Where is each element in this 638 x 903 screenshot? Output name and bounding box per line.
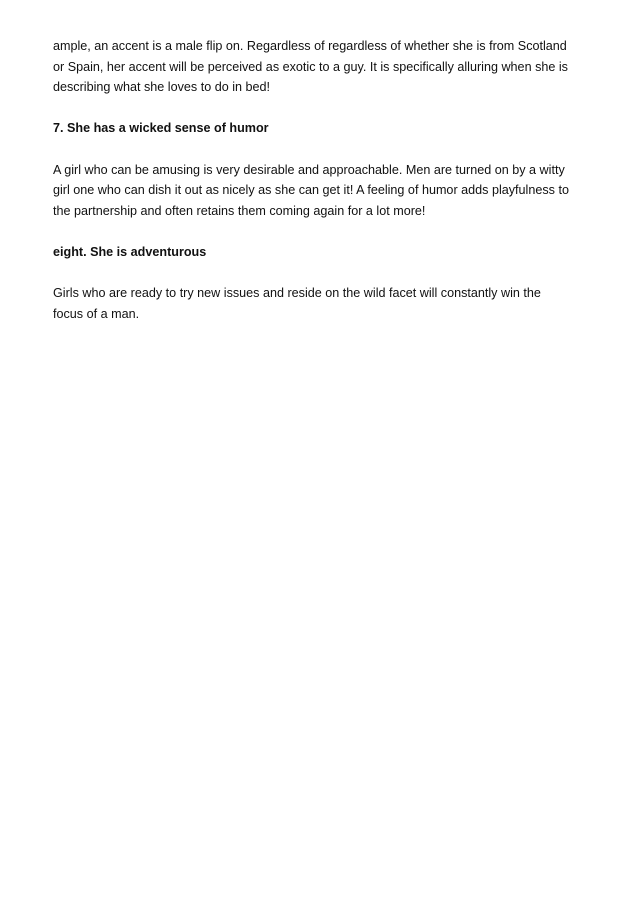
text-line: ample, an accent is a male flip on. Regardless of regardless of whether she is from Scotland — [53, 39, 567, 53]
section-heading-adventurous: eight. She is adventurous — [53, 244, 207, 259]
paragraph-adventurous — [53, 283, 593, 324]
paragraph-humor — [53, 160, 593, 222]
paragraph-gap — [53, 221, 593, 242]
paragraph-gap — [53, 139, 593, 160]
section-heading-humor: 7. She has a wicked sense of humor — [53, 121, 269, 136]
paragraph-gap — [53, 263, 593, 284]
paragraph-gap — [53, 98, 593, 119]
text-line: or Spain, her accent will be perceived as exotic to a guy. It is specifically alluring when she is — [53, 59, 568, 74]
text-line: the partnership and often retains them coming again for a lot more! — [53, 203, 426, 218]
text-line: Girls who are ready to try new issues and reside on the wild facet will constantly win the — [53, 286, 541, 301]
page-content — [53, 36, 593, 324]
paragraph-accent — [53, 36, 593, 98]
text-line: focus of a man. — [53, 306, 140, 321]
text-line: describing what she loves to do in bed! — [53, 80, 271, 95]
text-line: girl one who can dish it out as nicely as she can get it! A feeling of humor adds playfulness to — [53, 183, 569, 198]
text-line: A girl who can be amusing is very desirable and approachable. Men are turned on by a witty — [53, 162, 565, 177]
